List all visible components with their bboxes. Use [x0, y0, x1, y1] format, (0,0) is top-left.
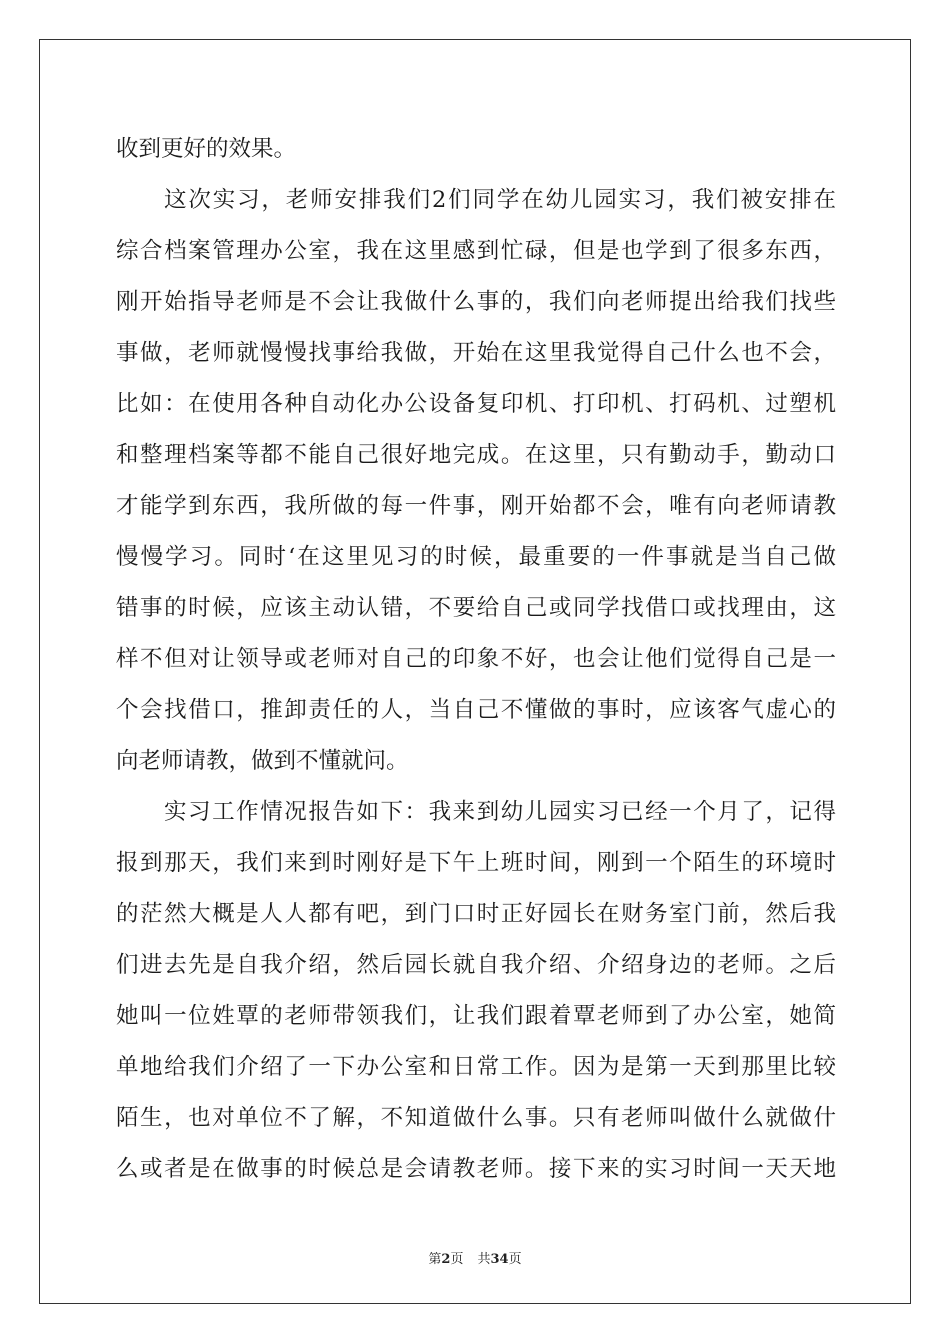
- paragraph-line: 事做，老师就慢慢找事给我做，开始在这里我觉得自己什么也不会，: [116, 340, 836, 366]
- page-number: 第2页: [428, 1252, 464, 1267]
- paragraph-line: 综合档案管理办公室，我在这里感到忙碌，但是也学到了很多东西，: [116, 238, 836, 264]
- paragraph-line: 这次实习，老师安排我们2们同学在幼儿园实习，我们被安排在: [164, 187, 836, 213]
- paragraph-line: 单地给我们介绍了一下办公室和日常工作。因为是第一天到那里比较: [116, 1054, 836, 1080]
- page-footer: [0, 1248, 950, 1267]
- paragraph-line: 们进去先是自我介绍，然后园长就自我介绍、介绍身边的老师。之后: [116, 952, 836, 978]
- paragraph-line: 才能学到东西，我所做的每一件事，刚开始都不会，唯有向老师请教: [116, 493, 836, 519]
- paragraph-line: 她叫一位姓覃的老师带领我们，让我们跟着覃老师到了办公室，她简: [116, 1003, 836, 1029]
- paragraph-line: 个会找借口，推卸责任的人，当自己不懂做的事时，应该客气虚心的: [116, 697, 836, 723]
- paragraph-line: 的茫然大概是人人都有吧，到门口时正好园长在财务室门前，然后我: [116, 901, 836, 927]
- total-pages: 共34页: [477, 1252, 522, 1267]
- paragraph-line: 向老师请教，做到不懂就问。: [116, 748, 409, 774]
- paragraph-line: 收到更好的效果。: [116, 136, 297, 162]
- paragraph-line: 实习工作情况报告如下：我来到幼儿园实习已经一个月了，记得: [164, 799, 836, 825]
- paragraph-line: 么或者是在做事的时候总是会请教老师。接下来的实习时间一天天地: [116, 1156, 836, 1182]
- paragraph-line: 报到那天，我们来到时刚好是下午上班时间，刚到一个陌生的环境时: [116, 850, 836, 876]
- paragraph-line: 样不但对让领导或老师对自己的印象不好，也会让他们觉得自己是一: [116, 646, 836, 672]
- paragraph-line: 陌生，也对单位不了解，不知道做什么事。只有老师叫做什么就做什: [116, 1105, 836, 1131]
- paragraph-line: 错事的时候，应该主动认错，不要给自己或同学找借口或找理由，这: [116, 595, 836, 621]
- paragraph-line: 和整理档案等都不能自己很好地完成。在这里，只有勤动手，勤动口: [116, 442, 836, 468]
- paragraph-line: 刚开始指导老师是不会让我做什么事的，我们向老师提出给我们找些: [116, 289, 836, 315]
- document-body: [116, 124, 836, 1195]
- paragraph-line: 慢慢学习。同时‘在这里见习的时候，最重要的一件事就是当自己做: [116, 544, 836, 570]
- paragraph-line: 比如：在使用各种自动化办公设备复印机、打印机、打码机、过塑机: [116, 391, 836, 417]
